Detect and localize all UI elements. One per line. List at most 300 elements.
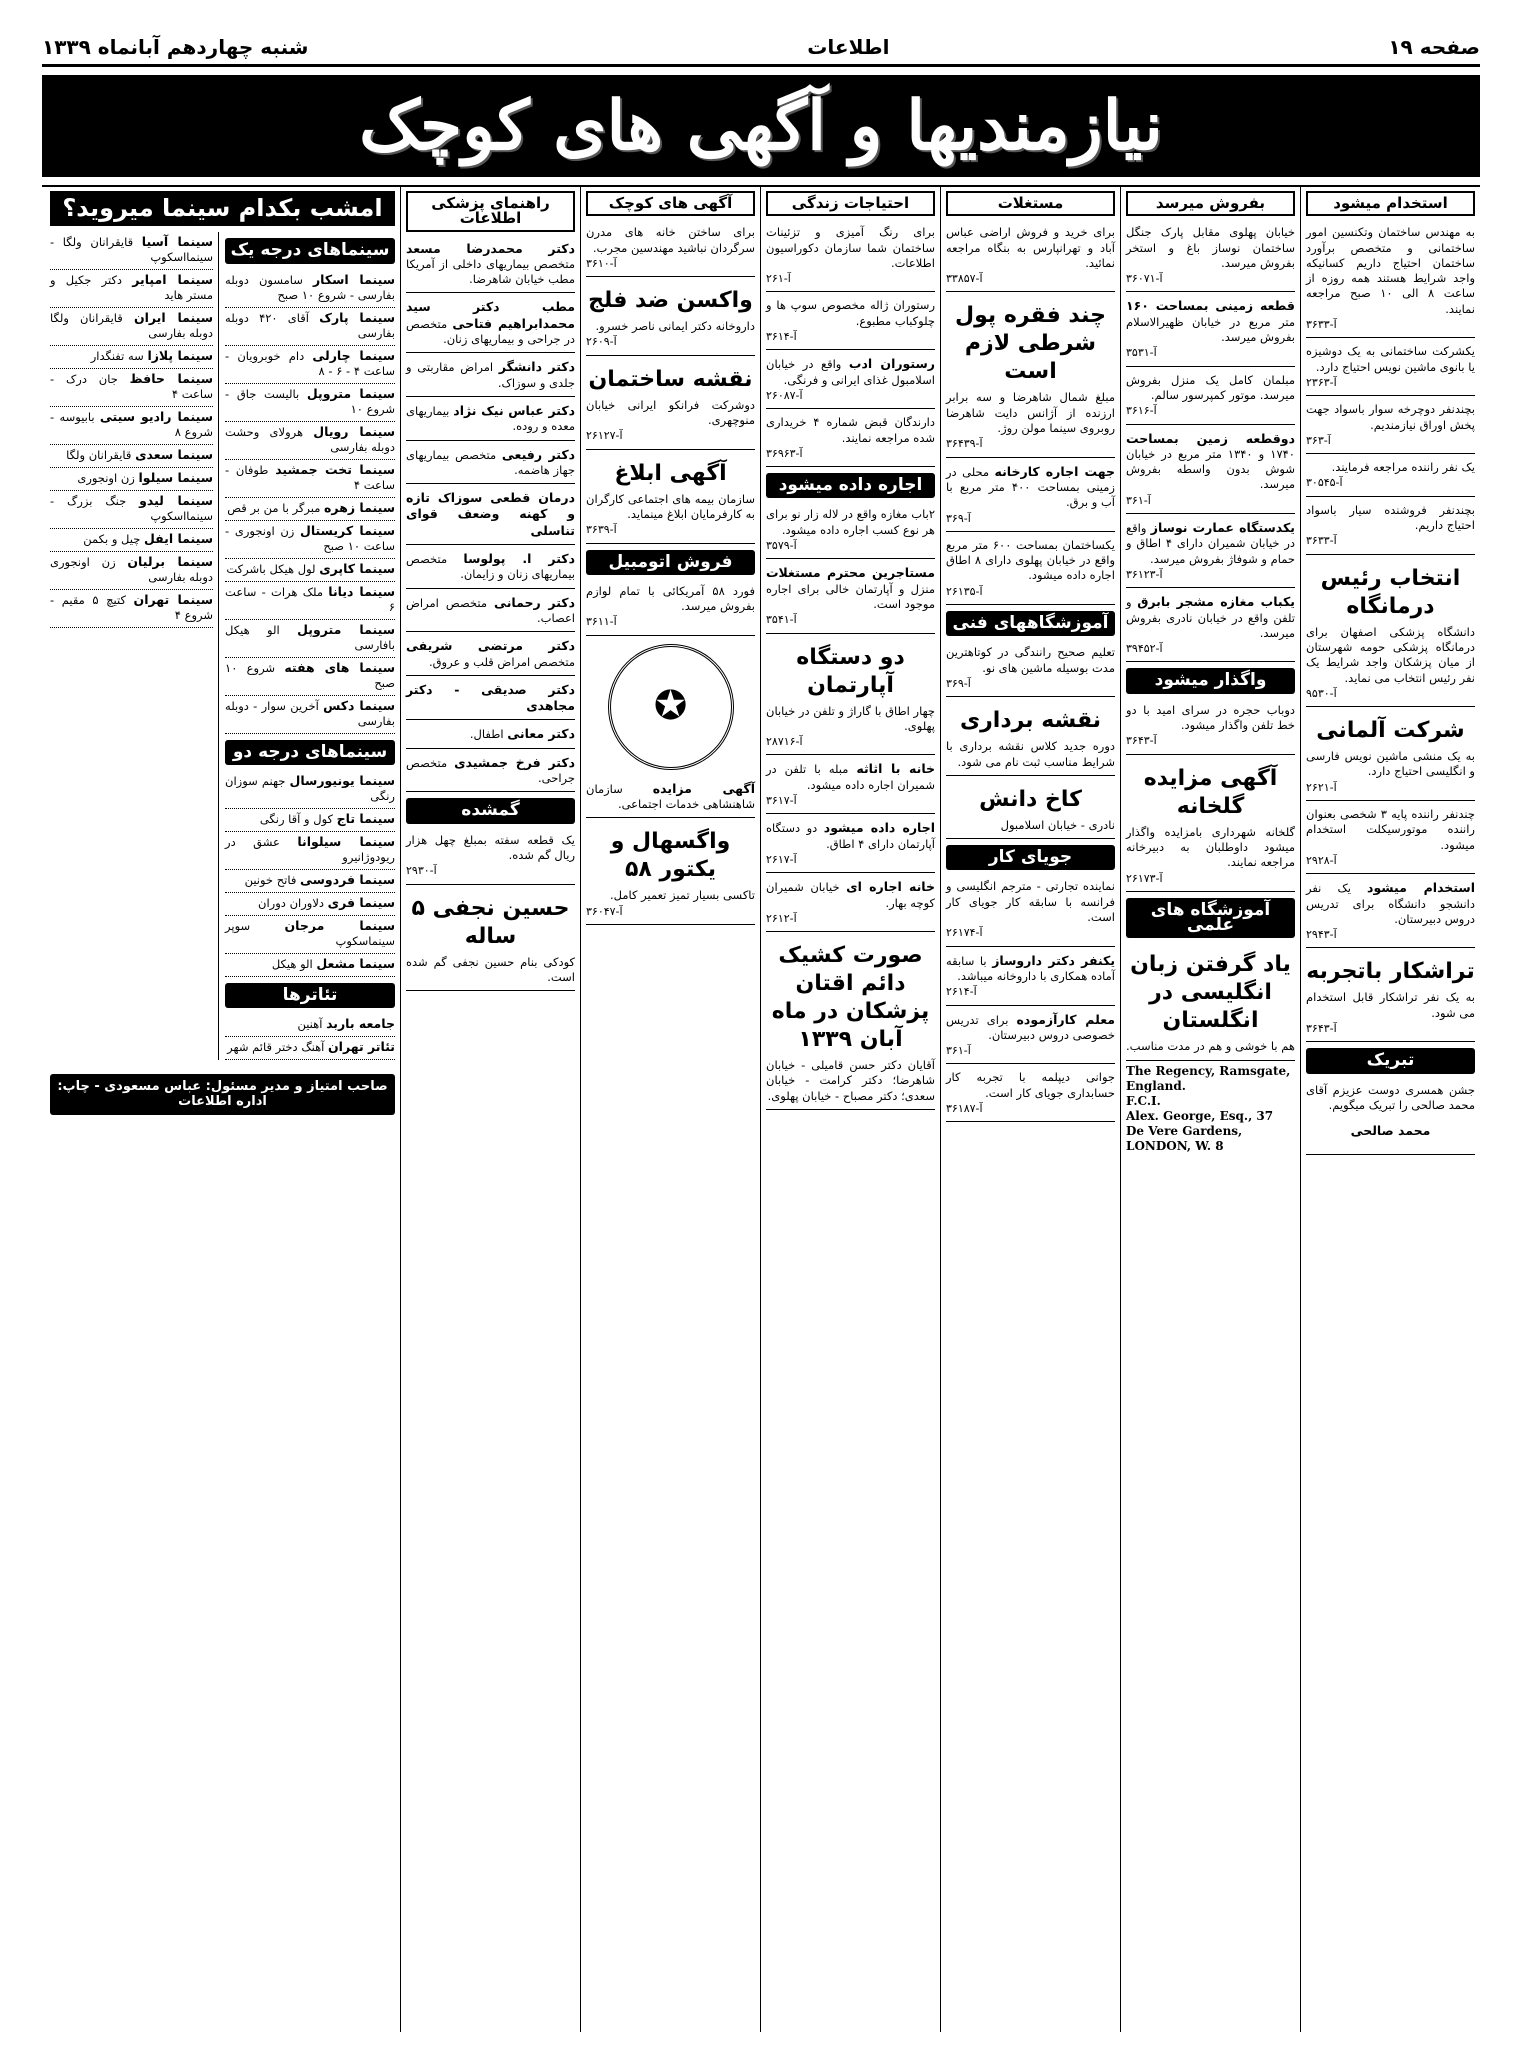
cinema-entry [50, 590, 213, 628]
cinema-name: سینما متروپل [297, 621, 395, 637]
ad-title: دوقطعه زمین بمساحت [1126, 430, 1295, 446]
classified-ad [1306, 951, 1475, 1042]
cinema-entry [50, 308, 213, 346]
classified-ad [1126, 517, 1295, 588]
ad-number: آ-۳۶۴۳ [1306, 1021, 1337, 1035]
classified-ad [1126, 758, 1295, 892]
classified-ad [406, 548, 575, 589]
ad-number: آ-۳۳۸۵۷ [946, 272, 983, 286]
cinema-name: سینما فری [327, 894, 395, 910]
ad-text: تاکسی بسیار تمیز تعمیر کامل. [609, 888, 755, 903]
ad-number: آ-۲۹۴۳ [1306, 928, 1337, 942]
classified-ad [406, 635, 575, 676]
cinema-info: دلاوران دوران [258, 895, 324, 910]
cinema-info: شروع ۱۰ صبح [225, 660, 395, 690]
ad-number: آ-۲۶۱۷۳ [1126, 871, 1163, 885]
column-mostaghelat [940, 187, 1120, 2032]
classified-ad [406, 238, 575, 294]
cinema-name: سینما آسیا [141, 234, 214, 250]
classified-ad [946, 535, 1115, 605]
banner-title: نیازمندیها و آگهی های کوچک [359, 86, 1163, 166]
cinema-entry [225, 658, 395, 696]
cinema-name: سینما پارک [319, 309, 395, 325]
column-foroosh [1120, 187, 1300, 2032]
ad-text: یک نفر راننده مراجعه فرمایند. [1331, 460, 1475, 475]
cinema-name: سینما مشعل [316, 955, 395, 971]
ad-number: آ-۳۵۷۹ [766, 539, 797, 553]
cinema-subcol-right [225, 232, 395, 1060]
ad-text: مبله با تلفن در شمیران اجاره داده میشود. [766, 762, 935, 792]
cinema-info: جهنم سوزان رنگی [225, 773, 395, 803]
cinema-sub2: سینماهای درجه دو [225, 740, 395, 765]
cinema-name: جامعه باربد [326, 1016, 395, 1032]
classified-ad [1126, 944, 1295, 1060]
ad-text: دوباب حجره در سرای امید با دو خط تلفن واگذار میشود. [1126, 702, 1295, 733]
cinema-sub1: سینماهای درجه یک [225, 238, 395, 263]
classified-ad [406, 723, 575, 748]
classified-ad [1126, 428, 1295, 514]
cinema-name: سینما سیلوا [138, 470, 214, 486]
ad-number: آ-۲۶۱۲ [766, 911, 797, 925]
cinema-info: دام خوبرویان - ساعت ۴ - ۶ - ۸ [225, 348, 395, 378]
masthead-footer: صاحب امتیاز و مدیر مسئول: عباس مسعودی - چاپ: اداره اطلاعات [50, 1074, 395, 1115]
ad-number: آ-۲۶۱ [766, 272, 791, 286]
ad-title: یکباب مغازه مشجر بابرق [1137, 594, 1295, 610]
column-head: مستغلات [946, 191, 1115, 216]
cinema-info: جنگ بزرگ - سینمااسکوپ [50, 494, 214, 524]
column-rahnama [400, 187, 580, 2032]
cinema-entry [225, 582, 395, 620]
ad-number: آ-۲۶۱۷ [766, 852, 797, 866]
ad-number: آ-۲۶۱۳۵ [946, 584, 983, 598]
ad-text: بیماریهای معده و روده. [406, 403, 575, 434]
cinema-info: کتیچ ۵ مقیم - شروع ۴ [50, 593, 214, 623]
cinema-info: آقای ۴۲۰ دوبله بفارسی [225, 310, 395, 340]
cinema-entry [225, 696, 395, 734]
column-estekhdam [1300, 187, 1480, 2032]
classified-ad [1306, 457, 1475, 497]
ad-title: دکتر معانی [507, 726, 575, 742]
ad-text: ۲باب مغازه واقع در لاله زار نو برای هر نوع کسب اجاره داده میشود. [766, 507, 935, 537]
ad-title: استخدام میشود [1367, 880, 1475, 896]
ad-number: آ-۳۶۳۳ [1306, 318, 1337, 332]
ad-headline: آگهی ابلاغ [614, 460, 727, 486]
cinema-entry [225, 384, 395, 422]
classified-ad [766, 935, 935, 1110]
cinema-name: سینما زهره [324, 499, 395, 515]
cinema-name: سینما تاج [336, 810, 395, 826]
ad-title: خانه اجاره ای [846, 879, 935, 895]
ad-headline: چند فقره پول شرطی لازم است [955, 303, 1106, 385]
cinema-entry [225, 270, 395, 308]
cinema-name: سینما کاپری [319, 560, 395, 576]
column-head: راهنمای پزشکی اطلاعات [406, 191, 575, 232]
ad-number: آ-۳۶۳۳ [1306, 534, 1337, 548]
ad-title: دکتر رحمانی [494, 594, 575, 610]
ad-number: آ-۳۶۰۷۱ [1126, 272, 1163, 286]
cinema-info: هرولای وحشت دوبله بفارسی [225, 424, 395, 454]
ad-title: دکتر محمدرضا مسعد [406, 240, 575, 256]
ad-title: درمان قطعی سوزاک تازه و کهنه وضعف قوای تناسلی [406, 490, 575, 538]
cinema-entry [50, 529, 213, 552]
cinema-info: طوفان - ساعت ۴ [225, 462, 395, 492]
cinema-name: سینما دیانا [328, 583, 396, 599]
ad-title: رستوران ادب [848, 356, 935, 372]
ad-title: دکتر رفیعی [501, 446, 576, 462]
classified-ad [1126, 295, 1295, 366]
ad-text: ۱۷۴۰ و ۱۳۴۰ متر مربع در خیابان شوش بدون واسطه بفروش میرسد. [1126, 446, 1295, 492]
page-number: صفحه ۱۹ [1388, 35, 1480, 59]
regency-address: The Regency, Ramsgate, England. [1126, 1063, 1291, 1093]
ad-number: آ-۳۶۱ [946, 1044, 971, 1058]
classified-ad [766, 353, 935, 409]
ad-text: نماینده تجارتی - مترجم انگلیسی و فرانسه با سابقه کار جویای کار است. [946, 879, 1115, 925]
cinema-name: سینما حافظ [129, 371, 214, 387]
cinema-head: امشب بکدام سینما میروید؟ [50, 191, 395, 226]
ad-title: دکتر ا. پولوسا [463, 551, 575, 567]
classified-ad [946, 876, 1115, 946]
ad-text: چندنفر راننده پایه ۳ شخصی بعنوان راننده موتورسیکلت استخدام میشود. [1306, 807, 1475, 852]
cinema-info: زن اونجوری [77, 471, 135, 486]
ad-text: بچندنفر فروشنده سیار باسواد احتیاج داریم. [1306, 502, 1475, 533]
ad-text: کودکی بنام حسین نجفی گم شده است. [406, 954, 575, 984]
ad-text: متخصص امراض قلب و عروق. [428, 654, 575, 669]
cinema-name: سینما چارلی [312, 347, 396, 363]
ad-number: آ-۳۶۱۷ [766, 794, 797, 808]
cinema-entry [225, 521, 395, 559]
column-cinema [45, 187, 400, 2032]
ad-text: به یک نفر تراشکار قابل استخدام می شود. [1306, 990, 1475, 1020]
ad-text: برای تدریس خصوصی دروس دبیرستان. [946, 1012, 1115, 1042]
classified-ad [1306, 710, 1475, 801]
ad-text: و تلفن واقع در خیابان نادری بفروش میرسد. [1126, 595, 1295, 640]
classifieds-banner [42, 75, 1480, 177]
ad-text: واقع در خیابان شمیران دارای ۴ اطاق و حمام و شوفاژ بفروش میرسد. [1126, 521, 1295, 566]
ad-title: معلم کارآزموده [1016, 1011, 1115, 1027]
fci-label: F.C.I. [1126, 1093, 1161, 1108]
ad-number: آ-۳۶۳ [1306, 433, 1331, 447]
classified-ad [586, 581, 755, 636]
ad-number: آ-۲۶۰۹ [586, 335, 617, 349]
ad-headline: نقشه ساختمان [588, 366, 753, 392]
paper-name: اطلاعات [807, 35, 890, 59]
classified-ad [766, 222, 935, 292]
classified-ad [1126, 700, 1295, 755]
ad-headline: حسین نجفی ۵ ساله [411, 895, 570, 949]
cinema-info: فاتح خونین [244, 872, 297, 887]
classified-ad [1306, 500, 1475, 555]
ad-title: یکدستگاه عمارت نوساز [1150, 520, 1295, 536]
cinema-info: آخرین سوار - دوبله بفارسی [225, 698, 395, 728]
ad-text: جوانی دیپلمه با تجربه کار حسابداری جویای کار است. [946, 1070, 1115, 1100]
ad-number: آ-۲۶۰۸۷ [766, 388, 803, 402]
ad-text: متخصص بیماریهای جهاز هاضمه. [406, 447, 575, 477]
classified-ad [406, 296, 575, 353]
classified-ad [1126, 370, 1295, 425]
ad-text: برای خرید و فروش اراضی عباس آباد و تهرانپارس به بنگاه مراجعه نمائید. [946, 225, 1115, 270]
cinema-info: ملک هرات - ساعت ۶ [225, 584, 395, 614]
emblem-icon: ✪ [608, 644, 734, 770]
ejare-head: اجاره داده میشود [766, 473, 935, 498]
ad-text: امراض مقاربتی و جلدی و سوزاک. [406, 360, 575, 390]
cinema-entry [225, 346, 395, 384]
classified-ad [406, 830, 575, 885]
classified-ad [946, 461, 1115, 532]
cinema-name: سینما تخت جمشید [275, 461, 395, 477]
ad-title: یاد گرفتن زبان انگلیسی در انگلستان [1130, 952, 1291, 1034]
classified-ad [406, 487, 575, 545]
alex-address: Alex. George, Esq., 37 De Vere Gardens, LONDON, W. 8 [1126, 1108, 1274, 1153]
ad-text: برای ساختن خانه های مدرن سرگردان نباشید مهندسین مجرب. [586, 225, 755, 255]
classified-ad [946, 779, 1115, 839]
classified-ad [406, 888, 575, 992]
ad-number: آ-۳۶۹۶۳ [766, 446, 803, 460]
cinema-entry [50, 270, 213, 308]
ad-number: آ-۳۶۱۶ [1126, 404, 1157, 418]
ad-text: دو دستگاه آپارتمان دارای ۴ اطاق. [766, 821, 935, 851]
classified-ad [586, 778, 755, 819]
classified-ad [1306, 877, 1475, 948]
classified-ad [1306, 1080, 1475, 1156]
ad-title: شرکت آلمانی [1316, 718, 1465, 744]
ad-number: آ-۳۵۳۱ [1126, 346, 1157, 360]
classified-ad [1306, 222, 1475, 338]
cinema-entry [225, 620, 395, 658]
cinema-info: لول هیکل باشرکت [226, 561, 316, 576]
classified-ad [766, 637, 935, 756]
cinema-info: الو هیکل [271, 956, 313, 971]
cinema-entry [225, 893, 395, 916]
cinema-info: دکتر جکیل و مستر هاید [50, 273, 214, 303]
cinema-name: سینما ایفل [143, 531, 214, 547]
cinema-info: قایقرانان ولگا دوبله بفارسی [50, 311, 214, 341]
cinema-name: تئاتر تهران [328, 1039, 395, 1055]
cinema-entry [50, 407, 213, 445]
column-head: استخدام میشود [1306, 191, 1475, 216]
cinema-entry [225, 771, 395, 809]
columns-row [42, 185, 1480, 2032]
classified-ad [766, 562, 935, 633]
ad-number: آ-۳۶۴۳ [1126, 734, 1157, 748]
ad-text: اطفال. [469, 727, 504, 742]
issue-date: شنبه چهاردهم آبانماه ۱۳۳۹ [42, 35, 309, 59]
cinema-entry [225, 460, 395, 498]
classified-ad [1126, 222, 1295, 292]
ad-title: مستاجرین محترم مستغلات [766, 565, 935, 581]
cinema-grid [50, 232, 395, 1060]
vagozar-head: واگذار میشود [1126, 668, 1295, 693]
cinema-entry [225, 1037, 395, 1060]
ad-title: دکتر صدیقی - دکتر مجاهدی [406, 681, 575, 714]
ad-number: آ-۳۹۴۵۲ [1126, 642, 1163, 656]
ad-text: دوشرکت فرانکو ایرانی خیابان منوچهری. [586, 397, 755, 428]
cinema-info: زن اونجوری - ساعت ۱۰ صبح [225, 523, 395, 553]
ad-text: متخصص امراض اعصاب. [406, 595, 575, 625]
classified-ad [766, 295, 935, 350]
cinema-entry [225, 498, 395, 521]
cinema-info: آهنگ دختر قائم شهر [227, 1040, 325, 1055]
ad-text: یکشرکت ساختمانی به یک دوشیزه یا بانوی ماشین نویس احتیاج دارد. [1306, 344, 1475, 374]
column-head: بفروش میرسد [1126, 191, 1295, 216]
ad-number: آ-۲۶۱۷۴ [946, 926, 983, 940]
cinema-name: سینما تهران [133, 592, 214, 608]
ad-title: اجاره داده میشود [823, 820, 936, 836]
cinema-info: کول و آقا رنگی [259, 811, 334, 826]
cinema-entry [225, 1014, 395, 1037]
classified-ad [766, 817, 935, 873]
ad-text: مبلغ شمال شاهرضا و سه برابر ارزنده از آژانس دایت شاهرضا روبروی سینما مولن روژ. [946, 390, 1115, 436]
ad-text: دارندگان قبض شماره ۴ خریداری شده مراجعه نمایند. [766, 415, 935, 445]
ad-text: خیابان شمیران کوچه بهار. [766, 880, 935, 910]
classified-ad [766, 758, 935, 814]
cinema-name: سینما ایران [133, 310, 214, 326]
cinema-entry [225, 832, 395, 870]
cinema-entry [50, 491, 213, 529]
ad-text: آقایان دکتر حسن قامیلی - خیابان شاهرضا؛ دکتر کرامت - خیابان سعدی؛ دکتر مصباح - خیابان پهلوی. [766, 1058, 935, 1103]
cinema-name: سینما های هفته [284, 659, 395, 675]
classified-ad [586, 280, 755, 356]
ad-headline: صورت کشیک دائم اقتان پزشکان در ماه آبان ۱۳۳۹ [771, 943, 930, 1053]
cinema-entry [50, 232, 213, 270]
ad-signature: محمد صالحی [1350, 1123, 1431, 1139]
ad-title: دکتر عباس نیک نژاد [453, 402, 576, 418]
column-agahi [580, 187, 760, 2032]
cinema-entry [50, 552, 213, 590]
ad-headline: کاخ دانش [979, 786, 1082, 812]
ad-number: آ-۳۶۹ [946, 511, 971, 525]
ad-text: جشن همسری دوست عزیزم آقای محمد صالحی را تبریک میگویم. [1306, 1082, 1475, 1112]
classified-ad [946, 1009, 1115, 1065]
cinema-entry [50, 445, 213, 468]
classified-ad [586, 453, 755, 544]
ad-text: هم با خوشی و هم در مدت مناسب. [1126, 1039, 1295, 1054]
ad-title: آگهی مزایده [652, 780, 755, 796]
classified-ad [946, 222, 1115, 292]
ad-text: سازمان بیمه های اجتماعی کارگران به کارفرمایان ابلاغ مینماید. [586, 491, 755, 521]
classified-ad [1306, 804, 1475, 874]
classified-ad [766, 504, 935, 559]
cinema-entry [50, 468, 213, 491]
cinema-info: مبرگر با من بر قص [227, 500, 321, 515]
ad-text: متر مربع در خیابان ظهیرالاسلام بفروش میرسد. [1126, 314, 1295, 345]
cinema-entry [225, 954, 395, 977]
cinema-name: سینما سعدی [135, 447, 214, 463]
ad-title: انتخاب رئیس درمانگاه [1320, 565, 1461, 619]
cinema-info: قایقرانان ولگا - سینمااسکوپ [50, 235, 214, 265]
ad-text: نادری - خیابان اسلامبول [1000, 817, 1115, 832]
ad-text: متخصص در جراحی و بیماریهای زنان. [406, 316, 575, 347]
ad-title: یکنفر دکتر داروساز [992, 952, 1116, 968]
cinema-info: سه تفنگدار [90, 349, 144, 364]
cinema-entry [50, 369, 213, 407]
ad-number: آ-۳۶۱ [1126, 493, 1151, 507]
ad-number: آ-۲۸۷۱۶ [766, 735, 803, 749]
cinema-entry [225, 422, 395, 460]
ad-number: آ-۲۳۶۳ [1306, 375, 1337, 389]
cinema-info: سوپر سینماسکوپ [225, 918, 395, 948]
cinema-name: سینما فردوسی [299, 871, 395, 887]
cinema-info: سامسون دوبله بفارسی - شروع ۱۰ صبح [225, 272, 395, 302]
ad-text: یک قطعه سفته بمبلغ چهل هزار ریال گم شده. [406, 832, 575, 862]
classified-ad [1306, 399, 1475, 454]
cinema-entry [50, 346, 213, 369]
ad-number: آ-۳۵۴۱ [766, 613, 797, 627]
ad-text: گلخانه شهرداری بامزایده واگذار میشود داوطلبان به دبیرخانه مراجعه نمایند. [1126, 824, 1295, 870]
english-lang-head: آموزشگاه های علمی [1126, 898, 1295, 939]
ad-text: واقع در خیابان اسلامبول غذای ایرانی و فرنگی. [766, 357, 935, 387]
cinema-info: زن اونجوری دوبله بفارسی [50, 555, 214, 585]
ad-headline: واگسهال و یکتور ۵۸ [610, 829, 731, 883]
ad-text: منزل و آپارتمان خالی برای اجاره موجود است. [766, 581, 935, 611]
ad-number: آ-۲۹۳۰ [406, 864, 437, 878]
classified-ad [1306, 341, 1475, 396]
ad-text: خیابان پهلوی مقابل پارک جنگل ساختمان نوساز باغ و استخر بفروش میرسد. [1126, 225, 1295, 270]
ad-text: متخصص بیماریهای زنان و زایمان. [406, 552, 575, 582]
cinema-name: سینما اسکار [312, 271, 395, 287]
ad-title: قطعه زمینی بمساحت ۱۶۰ [1126, 298, 1295, 314]
ad-headline: نقشه برداری [959, 708, 1102, 734]
ad-number: آ-۳۶۰۴۷ [586, 904, 623, 918]
ad-number: آ-۹۵۳۰ [1306, 686, 1337, 700]
cinema-info: جان درک - ساعت ۴ [50, 372, 214, 402]
classified-ad [946, 700, 1115, 776]
classified-ad [946, 642, 1115, 697]
ad-text: یک نفر دانشجو دانشگاه برای تدریس دروس دبیرستان. [1306, 881, 1475, 926]
running-header [42, 30, 1480, 67]
ad-text: سازمان شاهنشاهی خدمات اجتماعی. [586, 781, 755, 812]
ad-title: تراشکار باتجربه [1306, 959, 1475, 985]
ad-number: آ-۲۹۲۸ [1306, 853, 1337, 867]
ad-title: خانه با اثاثه [856, 761, 936, 777]
classified-ad [946, 1067, 1115, 1122]
ad-headline: واکسن ضد فلج [588, 288, 753, 314]
foroosh-otomobil-head: فروش اتومبیل [586, 550, 755, 575]
ad-number: آ-۳۶۴۳۹ [946, 437, 983, 451]
cinema-name: سینما رویال [313, 423, 395, 439]
ad-number: آ-۲۶۱۴ [946, 985, 977, 999]
ad-text: فورد ۵۸ آمریکائی با تمام لوازم بفروش میرسد. [586, 583, 755, 614]
kar-head: جویای کار [946, 845, 1115, 870]
cinema-name: سینما برلیان [127, 554, 214, 570]
ad-text: محلی در زمینی بمساحت ۴۰۰ متر مربع با آب و برق. [946, 464, 1115, 510]
cinema-info: چیل و بکمن [83, 532, 141, 547]
cinema-info: الو هیکل بافارسی [225, 622, 395, 652]
ad-text: برای رنگ آمیزی و تزئینات ساختمان شما سازمان دکوراسیون اطلاعات. [766, 225, 935, 270]
classified-ad [1306, 558, 1475, 707]
column-head: آگهی های کوچک [586, 191, 755, 216]
ad-text: مبلمان کامل یک منزل بفروش میرسد. موتور کمپرسور سالم. [1126, 372, 1295, 402]
ad-text: به یک منشی ماشین نویس فارسی و انگلیسی احتیاج دارد. [1306, 749, 1475, 779]
cinema-name: سینما دکس [323, 697, 395, 713]
classified-ad [406, 679, 575, 721]
ad-text: دوره جدید کلاس نقشه برداری با شرایط مناسب ثبت نام می شود. [946, 739, 1115, 769]
cinema-info: بالیست جاق - شروع ۱۰ [225, 386, 395, 416]
ad-text: متخصص جراحی. [406, 755, 575, 786]
cinema-entry [225, 916, 395, 954]
classified-ad [766, 412, 935, 467]
cinema-name: سینما سیلوانا [297, 833, 396, 849]
classified-ad [406, 444, 575, 485]
cinema-info: بابیوسه - شروع ۸ [50, 410, 214, 440]
ad-text: چهار اطاق با گاراژ و تلفن در خیابان پهلوی. [766, 703, 935, 733]
cinema-entry [225, 809, 395, 832]
cinema-info: عشق در ریودوژانیرو [225, 834, 395, 864]
classified-ad [406, 356, 575, 397]
cinema-name: سینما کریستال [299, 522, 395, 538]
ad-number: آ-۳۶۳۹ [586, 523, 617, 537]
classified-ad [946, 295, 1115, 457]
classified-ad [586, 222, 755, 277]
